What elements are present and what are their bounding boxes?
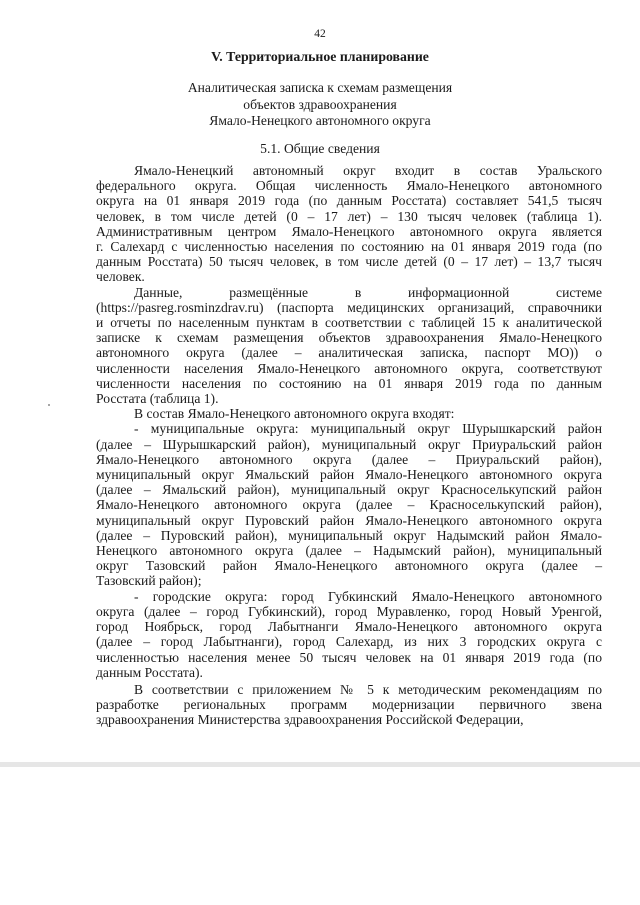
note-title-line: объектов здравоохранения	[243, 96, 397, 112]
text-line: округ Тазовский район Ямало-Ненецкого автономного округа (далее –	[96, 558, 602, 574]
note-title-line: Аналитическая записка к схемам размещения	[187, 80, 453, 95]
analytical-note-title	[0, 80, 640, 130]
text-line: данным Росстата) 50 тысяч человек, в том числе детей (0 – 17 лет) – 13,7 тысяч	[96, 254, 602, 270]
text-line: федерального округа. Общая численность Ямало-Ненецкого автономного	[96, 178, 602, 194]
page-number: 42	[314, 28, 326, 40]
text-line: муниципальный округ Ямальский район Ямало-Ненецкого автономного округа	[96, 467, 602, 483]
text-line: данным Росстата).	[96, 664, 203, 680]
text-line: муниципальный округ Пуровский район Ямало-Ненецкого автономного округа	[96, 512, 602, 528]
text-line: В состав Ямало-Ненецкого автономного округа входят:	[134, 406, 455, 422]
body-text	[96, 163, 602, 728]
text-line: - муниципальные округа: муниципальный округ Шурышкарский район	[134, 421, 602, 437]
text-line: В соответствии с приложением № 5 к методическим рекомендациям по	[134, 681, 602, 697]
text-line: человек, в том числе детей (0 – 17 лет) – 130 тысяч человек (таблица 1).	[96, 208, 602, 224]
scan-speck	[48, 404, 50, 406]
note-title-line: Ямало-Ненецкого автономного округа	[209, 113, 431, 128]
body-paragraph	[96, 406, 602, 421]
body-paragraph	[96, 163, 602, 285]
body-paragraph	[96, 589, 602, 680]
body-paragraph	[96, 421, 602, 588]
text-line: Ямало-Ненецкий автономный округ входит в состав Уральского	[134, 163, 602, 178]
text-line: округа на 01 января 2019 года (по данным Росстата) составляет 541,5 тысяч	[96, 193, 602, 209]
text-line: Ямало-Ненецкого автономного округа (далее – Приуральский район),	[96, 451, 602, 467]
text-line: Росстата (таблица 1).	[96, 391, 219, 407]
page-edge	[0, 762, 640, 767]
text-line: Административным центром Ямало-Ненецкого автономного округа является	[96, 223, 602, 239]
text-line: численности населения по состоянию на 01 января 2019 года по данным	[96, 375, 602, 391]
text-line: численностью населения менее 50 тысяч человек на 01 января 2019 года (по	[96, 649, 602, 665]
text-line: округа (далее – город Губкинский), город Муравленко, город Новый Уренгой,	[96, 603, 602, 619]
body-paragraph	[96, 682, 602, 728]
text-line: численности населения Ямало-Ненецкого автономного округа, соответствуют	[96, 360, 602, 376]
body-paragraph	[96, 285, 602, 407]
text-line: Тазовский район);	[96, 573, 202, 589]
text-line: и отчеты по населенным пунктам в соответствии с таблицей 15 к аналитической	[96, 315, 602, 331]
text-line: (далее – город Лабытнанги), город Салехард, из них 3 городских округа с	[96, 634, 602, 650]
text-line: Ненецкого автономного округа (далее – Надымский район), муниципальный	[96, 543, 602, 559]
text-line: автономного округа (далее – аналитическая записка, паспорт МО)) о	[96, 345, 602, 361]
text-line: город Ноябрьск, город Лабытнанги Ямало-Ненецкого автономного округа	[96, 619, 602, 635]
text-line: - городские округа: город Губкинский Ямало-Ненецкого автономного	[134, 588, 602, 604]
section-title: V. Территориальное планирование	[211, 49, 429, 64]
text-line: разработке региональных программ модернизации первичного звена	[96, 697, 602, 713]
text-line: Данные, размещённые в информационной системе	[134, 284, 602, 300]
text-line: (далее – Ямальский район), муниципальный округ Красноселькупский район	[96, 482, 602, 498]
text-line: (далее – Пуровский район), муниципальный округ Надымский район Ямало-	[96, 527, 602, 543]
text-line: (https://pasreg.rosminzdrav.ru) (паспорта медицинских организаций, справочники	[96, 299, 602, 315]
text-line: записке к схемам размещения объектов здравоохранения Ямало-Ненецкого	[96, 330, 602, 346]
subsection-title: 5.1. Общие сведения	[260, 141, 380, 156]
text-line: здравоохранения Министерства здравоохранения Российской Федерации,	[96, 712, 524, 728]
text-line: Ямало-Ненецкого автономного округа (далее – Красноселькупский район),	[96, 497, 602, 513]
text-line: (далее – Шурышкарский район), муниципальный округ Приуральский район	[96, 436, 602, 452]
text-line: г. Салехард с численностью населения по состоянию на 01 января 2019 года (по	[96, 239, 602, 255]
text-line: человек.	[96, 269, 145, 285]
